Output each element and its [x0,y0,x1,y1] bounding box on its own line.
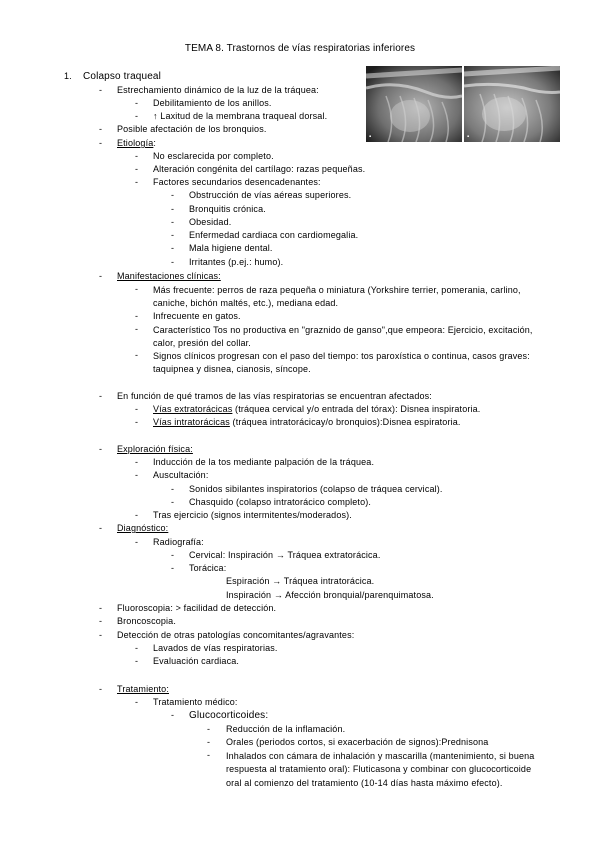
bullet: - [171,550,174,560]
bullet: - [99,85,102,95]
list-item: Infrecuente en gatos. [153,311,241,321]
manifestaciones-heading: Manifestaciones clínicas: [117,271,221,281]
bullet: - [99,603,102,613]
bullet: - [99,444,102,454]
bullet: - [171,190,174,200]
list-item: Torácica: [189,563,227,573]
list-item: Cervical: Inspiración → Tráquea extratorácica. [189,550,381,560]
list-item: Glucocorticoides: [189,710,269,721]
bullet: - [99,271,102,281]
bullet: - [99,391,102,401]
bullet: - [135,643,138,653]
bullet: - [135,324,138,334]
tratamiento-heading: Tratamiento: [117,684,169,694]
bullet: - [171,230,174,240]
bullet: - [99,684,102,694]
list-item: Tras ejercicio (signos intermitentes/moderados). [153,510,352,520]
list-item: Espiración → Tráquea intratorácica. [226,576,375,586]
list-item: Lavados de vías respiratorias. [153,643,278,653]
bullet: - [135,404,138,414]
list-item: Vías intratorácicas (tráquea intratorácicay/o bronquios):Disnea espiratoria. [153,417,461,427]
bullet: - [207,737,210,747]
list-item: Signos clínicos progresan con el paso del tiempo: tos paroxística o continua, casos graves: taquipnea y disnea, cianosis, síncope. [153,351,530,374]
bullet: - [207,724,210,734]
image-marker: ▪ [369,134,372,140]
bullet: - [135,284,138,294]
list-item: Estrechamiento dinámico de la luz de la tráquea: [117,85,319,95]
list-item: Vías extratorácicas (tráquea cervical y/o entrada del tórax): Disnea inspiratoria. [153,404,481,414]
bullet: - [135,697,138,707]
list-item: Evaluación cardiaca. [153,656,240,666]
list-item: Alteración congénita del cartílago: razas pequeñas. [153,164,366,174]
list-item: ↑ Laxitud de la membrana traqueal dorsal. [153,111,328,121]
bullet: - [135,151,138,161]
section-heading: Colapso traqueal [83,71,162,82]
list-item: Tratamiento médico: [153,697,238,707]
radiograph-image-left [366,66,462,142]
list-item: Orales (periodos cortos, si exacerbación de signos):Prednisona [226,737,489,747]
image-marker: ▪ [467,134,470,140]
bullet: - [135,537,138,547]
list-item: Obstrucción de vías aéreas superiores. [189,190,352,200]
list-item: Chasquido (colapso intratorácico completo). [189,497,372,507]
bullet: - [99,523,102,533]
list-item: Característico Tos no productiva en "graznido de ganso",que empeora: Ejercicio, excitación, calor, presión del collar. [153,325,533,348]
bullet: - [135,656,138,666]
bullet: - [99,138,102,148]
list-item: No esclarecida por completo. [153,151,274,161]
bullet: - [135,457,138,467]
bullet: - [171,257,174,267]
bullet: - [171,204,174,214]
list-item: Sonidos sibilantes inspiratorios (colapso de tráquea cervical). [189,484,443,494]
list-item: Debilitamiento de los anillos. [153,98,272,108]
list-item: Reducción de la inflamación. [226,724,346,734]
section-number: 1. [64,71,72,81]
list-item: Enfermedad cardiaca con cardiomegalia. [189,230,359,240]
list-item: Irritantes (p.ej.: humo). [189,257,284,267]
bullet: - [135,98,138,108]
list-item: Bronquitis crónica. [189,204,266,214]
bullet: - [171,484,174,494]
bullet: - [171,243,174,253]
list-item: Detección de otras patologías concomitantes/agravantes: [117,630,355,640]
list-item: Broncoscopia. [117,616,176,626]
exploracion-heading: Exploración física: [117,444,193,454]
bullet: - [99,630,102,640]
radiograph-image-right [464,66,560,142]
list-item: Inspiración → Afección bronquial/parenquimatosa. [226,590,434,600]
list-item: Inducción de la tos mediante palpación de la tráquea. [153,457,375,467]
diagnostico-heading: Diagnóstico: [117,523,169,533]
bullet: - [99,124,102,134]
list-item: Fluoroscopia: > facilidad de detección. [117,603,277,613]
list-item: Más frecuente: perros de raza pequeña o miniatura (Yorkshire terrier, pomerania, carlino, caniche, bichón maltés, etc.), mediana edad. [153,285,521,308]
bullet: - [171,563,174,573]
bullet: - [171,710,174,720]
list-item: Factores secundarios desencadenantes: [153,177,321,187]
bullet: - [171,217,174,227]
list-item: Obesidad. [189,217,232,227]
list-item: En función de qué tramos de las vías respiratorias se encuentran afectados: [117,391,432,401]
bullet: - [207,750,210,760]
page-title: TEMA 8. Trastornos de vías respiratorias inferiores [184,43,416,54]
list-item: Radiografía: [153,537,204,547]
list-item: Inhalados con cámara de inhalación y mascarilla (mantenimiento, si buena respuesta al tratamiento oral): Fluticasona y combinar con glucocorticoide oral al comienzo del tratamiento (10-14 días hasta máximo efecto). [226,751,535,788]
list-item: Auscultación: [153,470,209,480]
bullet: - [135,311,138,321]
bullet: - [135,111,138,121]
bullet: - [135,164,138,174]
bullet: - [135,510,138,520]
bullet: - [135,350,138,360]
bullet: - [171,497,174,507]
bullet: - [99,616,102,626]
bullet: - [135,177,138,187]
list-item: Posible afectación de los bronquios. [117,124,267,134]
list-item: Mala higiene dental. [189,243,273,253]
bullet: - [135,470,138,480]
etiologia-heading: Etiología: [117,138,157,148]
bullet: - [135,417,138,427]
